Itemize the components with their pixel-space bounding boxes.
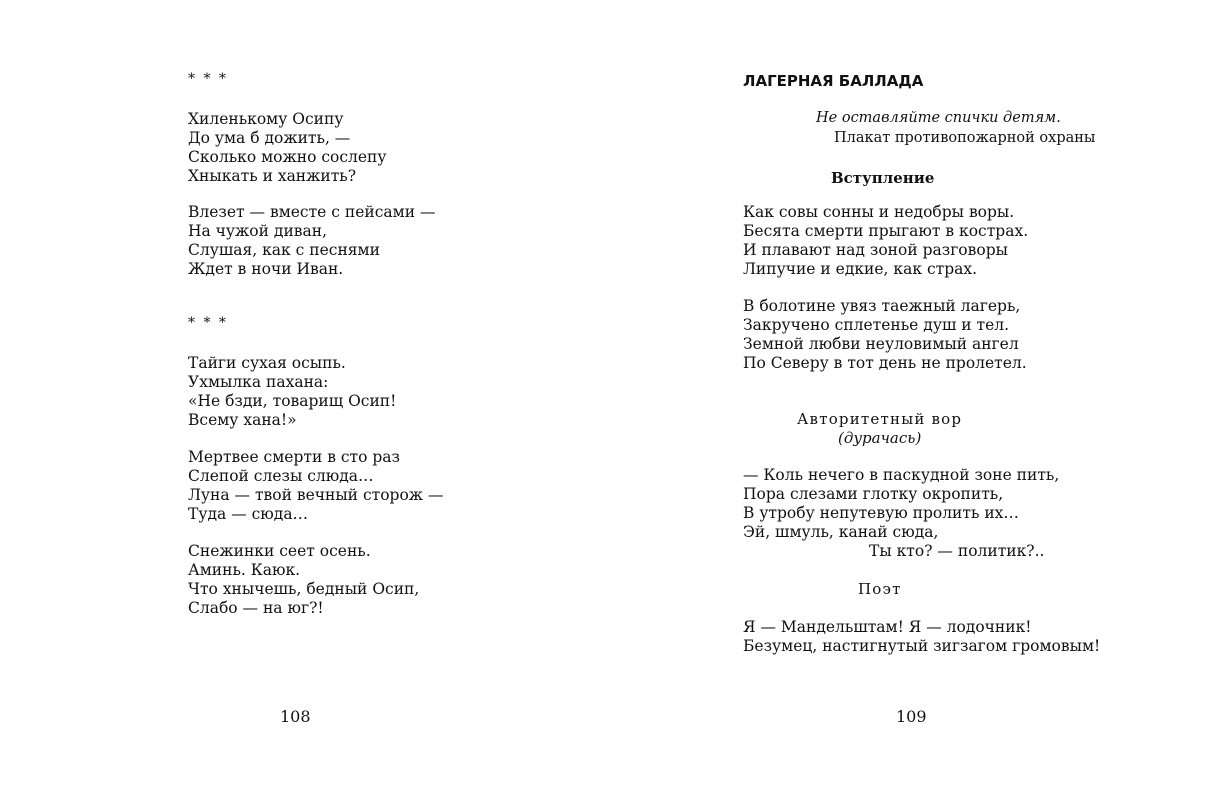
verse-line: Хиленькому Осипу — [188, 110, 344, 128]
poem-title: ЛАГЕРНАЯ БАЛЛАДА — [743, 72, 924, 90]
verse-line: Мертвее смерти в сто раз — [188, 448, 400, 466]
verse-line-indented: Ты кто? — политик?.. — [869, 542, 1045, 560]
stage-direction: (дурачась) — [838, 429, 922, 447]
poem2-marker: * * * — [188, 315, 228, 331]
page-number-right: 109 — [896, 707, 927, 726]
verse-line: Тайги сухая осыпь. — [188, 354, 346, 372]
verse-line: Луна — твой вечный сторож — — [188, 486, 444, 504]
poem1-stanza1 — [188, 110, 387, 186]
verse-line: — Коль нечего в паскудной зоне пить, — [743, 466, 1060, 484]
verse-line: И плавают над зоной разговоры — [743, 241, 1008, 259]
verse-line: Хныкать и ханжить? — [188, 167, 357, 185]
poet-speech — [743, 618, 1100, 656]
epigraph-source: Плакат противопожарной охраны — [834, 130, 1096, 146]
poem1-stanza2 — [188, 203, 435, 279]
verse-line: В утробу непутевую пролить их… — [743, 504, 1019, 522]
verse-line: Я — Мандельштам! Я — лодочник! — [743, 618, 1032, 636]
verse-line: Туда — сюда… — [188, 505, 309, 523]
verse-line: Слушая, как с песнями — [188, 241, 380, 259]
speaker-thief: Авторитетный вор — [797, 410, 963, 428]
poem2-stanza2 — [188, 448, 443, 524]
intro-stanza2 — [743, 297, 1027, 373]
epigraph-text: Не оставляйте спички детям. — [816, 110, 1061, 126]
poem1-marker: * * * — [188, 71, 228, 87]
right-page — [606, 0, 1212, 800]
section-title: Вступление — [831, 169, 935, 187]
thief-speech — [743, 466, 1059, 561]
verse-line: До ума б дожить, — — [188, 129, 351, 147]
verse-line: Как совы сонны и недобры воры. — [743, 203, 1015, 221]
verse-line: Снежинки сеет осень. — [188, 542, 371, 560]
page-number-left: 108 — [280, 707, 311, 726]
verse-line: Земной любви неуловимый ангел — [743, 335, 1019, 353]
poem2-stanza3 — [188, 542, 419, 618]
verse-line: Эй, шмуль, канай сюда, — [743, 523, 939, 541]
verse-line: На чужой диван, — [188, 222, 328, 240]
verse-line: По Северу в тот день не пролетел. — [743, 354, 1027, 372]
verse-line: Что хнычешь, бедный Осип, — [188, 580, 420, 598]
verse-line: Бесята смерти прыгают в кострах. — [743, 222, 1029, 240]
poem2-stanza1 — [188, 354, 396, 430]
intro-stanza1 — [743, 203, 1028, 279]
verse-line: Всему хана!» — [188, 411, 297, 429]
verse-line: Закручено сплетенье душ и тел. — [743, 316, 1010, 334]
verse-line: Слабо — на юг?! — [188, 599, 324, 617]
verse-line: В болотине увяз таежный лагерь, — [743, 297, 1021, 315]
verse-line: Липучие и едкие, как страх. — [743, 260, 978, 278]
verse-line: «Не бзди, товарищ Осип! — [188, 392, 397, 410]
verse-line: Влезет — вместе с пейсами — — [188, 203, 436, 221]
verse-line: Ждет в ночи Иван. — [188, 260, 344, 278]
speaker-poet: Поэт — [858, 580, 902, 598]
verse-line: Аминь. Каюк. — [188, 561, 301, 579]
verse-line: Сколько можно сослепу — [188, 148, 387, 166]
verse-line: Пора слезами глотку окропить, — [743, 485, 1004, 503]
verse-line: Слепой слезы слюда… — [188, 467, 374, 485]
verse-line: Ухмылка пахана: — [188, 373, 329, 391]
verse-line: Безумец, настигнутый зигзагом громовым! — [743, 637, 1101, 655]
